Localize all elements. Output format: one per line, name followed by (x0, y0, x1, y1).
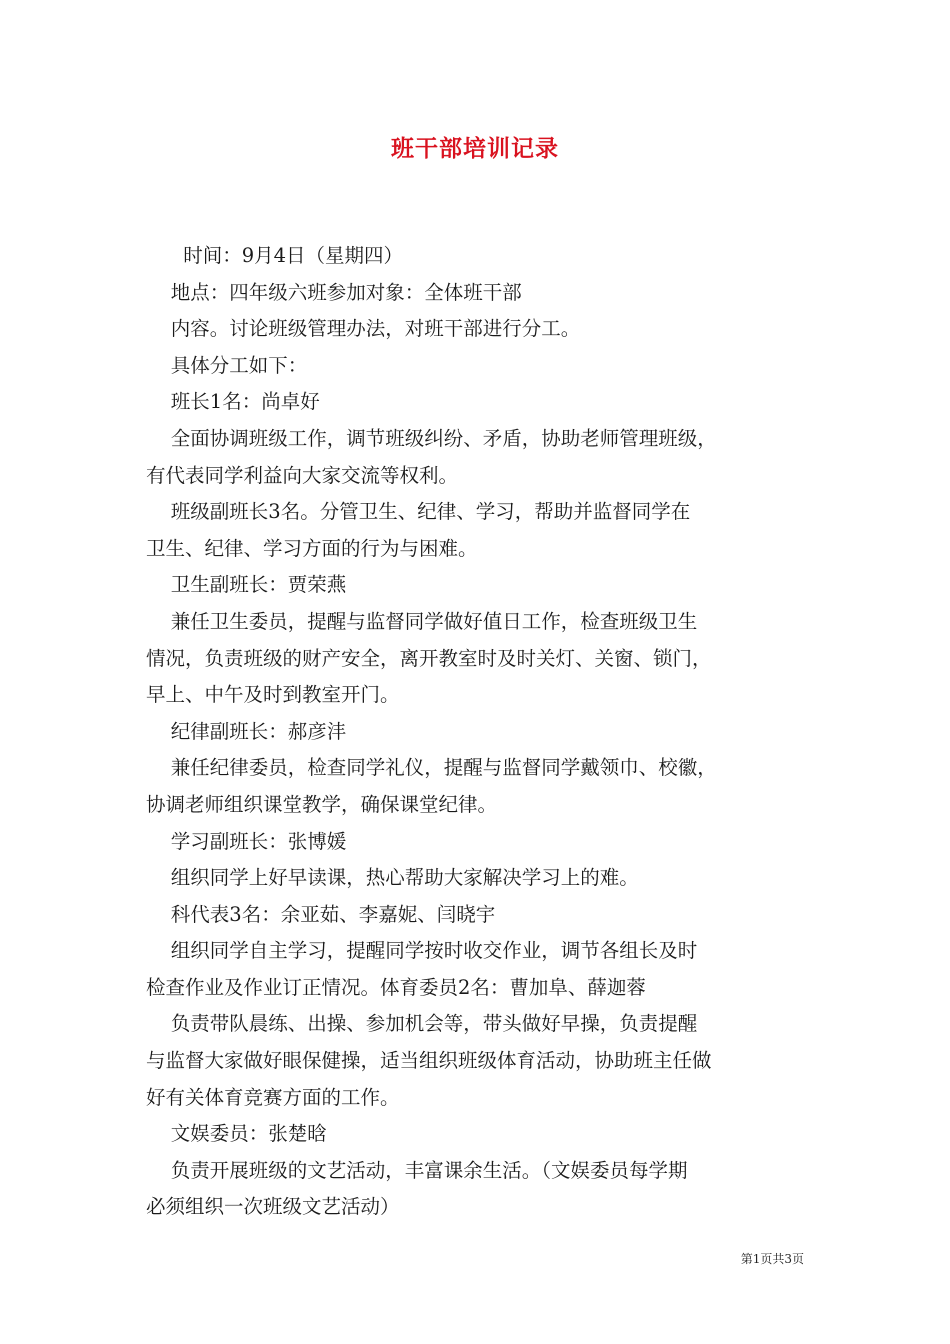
body-line: 组织同学上好早读课，热心帮助大家解决学习上的难。 (146, 866, 639, 890)
body-line: 负责开展班级的文艺活动，丰富课余生活。（文娱委员每学期 (146, 1158, 688, 1182)
page-number-label: 第1页共3页 (740, 1252, 804, 1266)
page-number (741, 1250, 804, 1267)
body-line: 有代表同学利益向大家交流等权利。 (146, 463, 459, 487)
body-line: 兼任卫生委员，提醒与监督同学做好值日工作，检查班级卫生 (146, 609, 698, 633)
body-line: 组织同学自主学习，提醒同学按时收交作业，调节各组长及时 (146, 939, 698, 963)
body-line: 班长1名：尚卓好 (146, 390, 320, 414)
body-line: 学习副班长：张博媛 (146, 829, 347, 853)
body-line: 好有关体育竞赛方面的工作。 (146, 1085, 400, 1109)
body-line: 内容。讨论班级管理办法，对班干部进行分工。 (146, 317, 581, 341)
body-line: 负责带队晨练、出操、参加机会等，带头做好早操，负责提醒 (146, 1012, 698, 1036)
body-line: 检查作业及作业订正情况。体育委员2名：曹加阜、薛迦蓉 (146, 975, 646, 999)
body-line: 班级副班长3名。分管卫生、纪律、学习，帮助并监督同学在 (146, 500, 691, 524)
body-line: 情况，负责班级的财产安全，离开教室时及时关灯、关窗、锁门， (146, 646, 712, 670)
body-line: 卫生副班长：贾荣燕 (146, 573, 347, 597)
body-line: 纪律副班长：郝彦沣 (146, 719, 347, 743)
body-line: 早上、中午及时到教室开门。 (146, 683, 400, 707)
body-line: 具体分工如下： (146, 353, 308, 377)
body-line: 兼任纪律委员，检查同学礼仪，提醒与监督同学戴领巾、校徽， (146, 756, 717, 780)
body-line: 文娱委员：张楚晗 (146, 1122, 327, 1146)
body-line: 卫生、纪律、学习方面的行为与困难。 (146, 536, 478, 560)
body-line: 与监督大家做好眼保健操，适当组织班级体育活动，协助班主任做 (146, 1049, 712, 1073)
body-line: 必须组织一次班级文艺活动） (146, 1195, 400, 1219)
body-line: 协调老师组织课堂教学，确保课堂纪律。 (146, 792, 498, 816)
body-line: 科代表3名：余亚茹、李嘉妮、闫晓宇 (146, 902, 496, 926)
document-title: 班干部培训记录 (391, 135, 559, 162)
body-line: 时间：9月4日（星期四） (146, 244, 404, 267)
document-body (146, 238, 810, 1226)
body-line: 地点：四年级六班参加对象：全体班干部 (146, 280, 522, 304)
body-line: 全面协调班级工作，调节班级纠纷、矛盾，协助老师管理班级， (146, 426, 717, 450)
